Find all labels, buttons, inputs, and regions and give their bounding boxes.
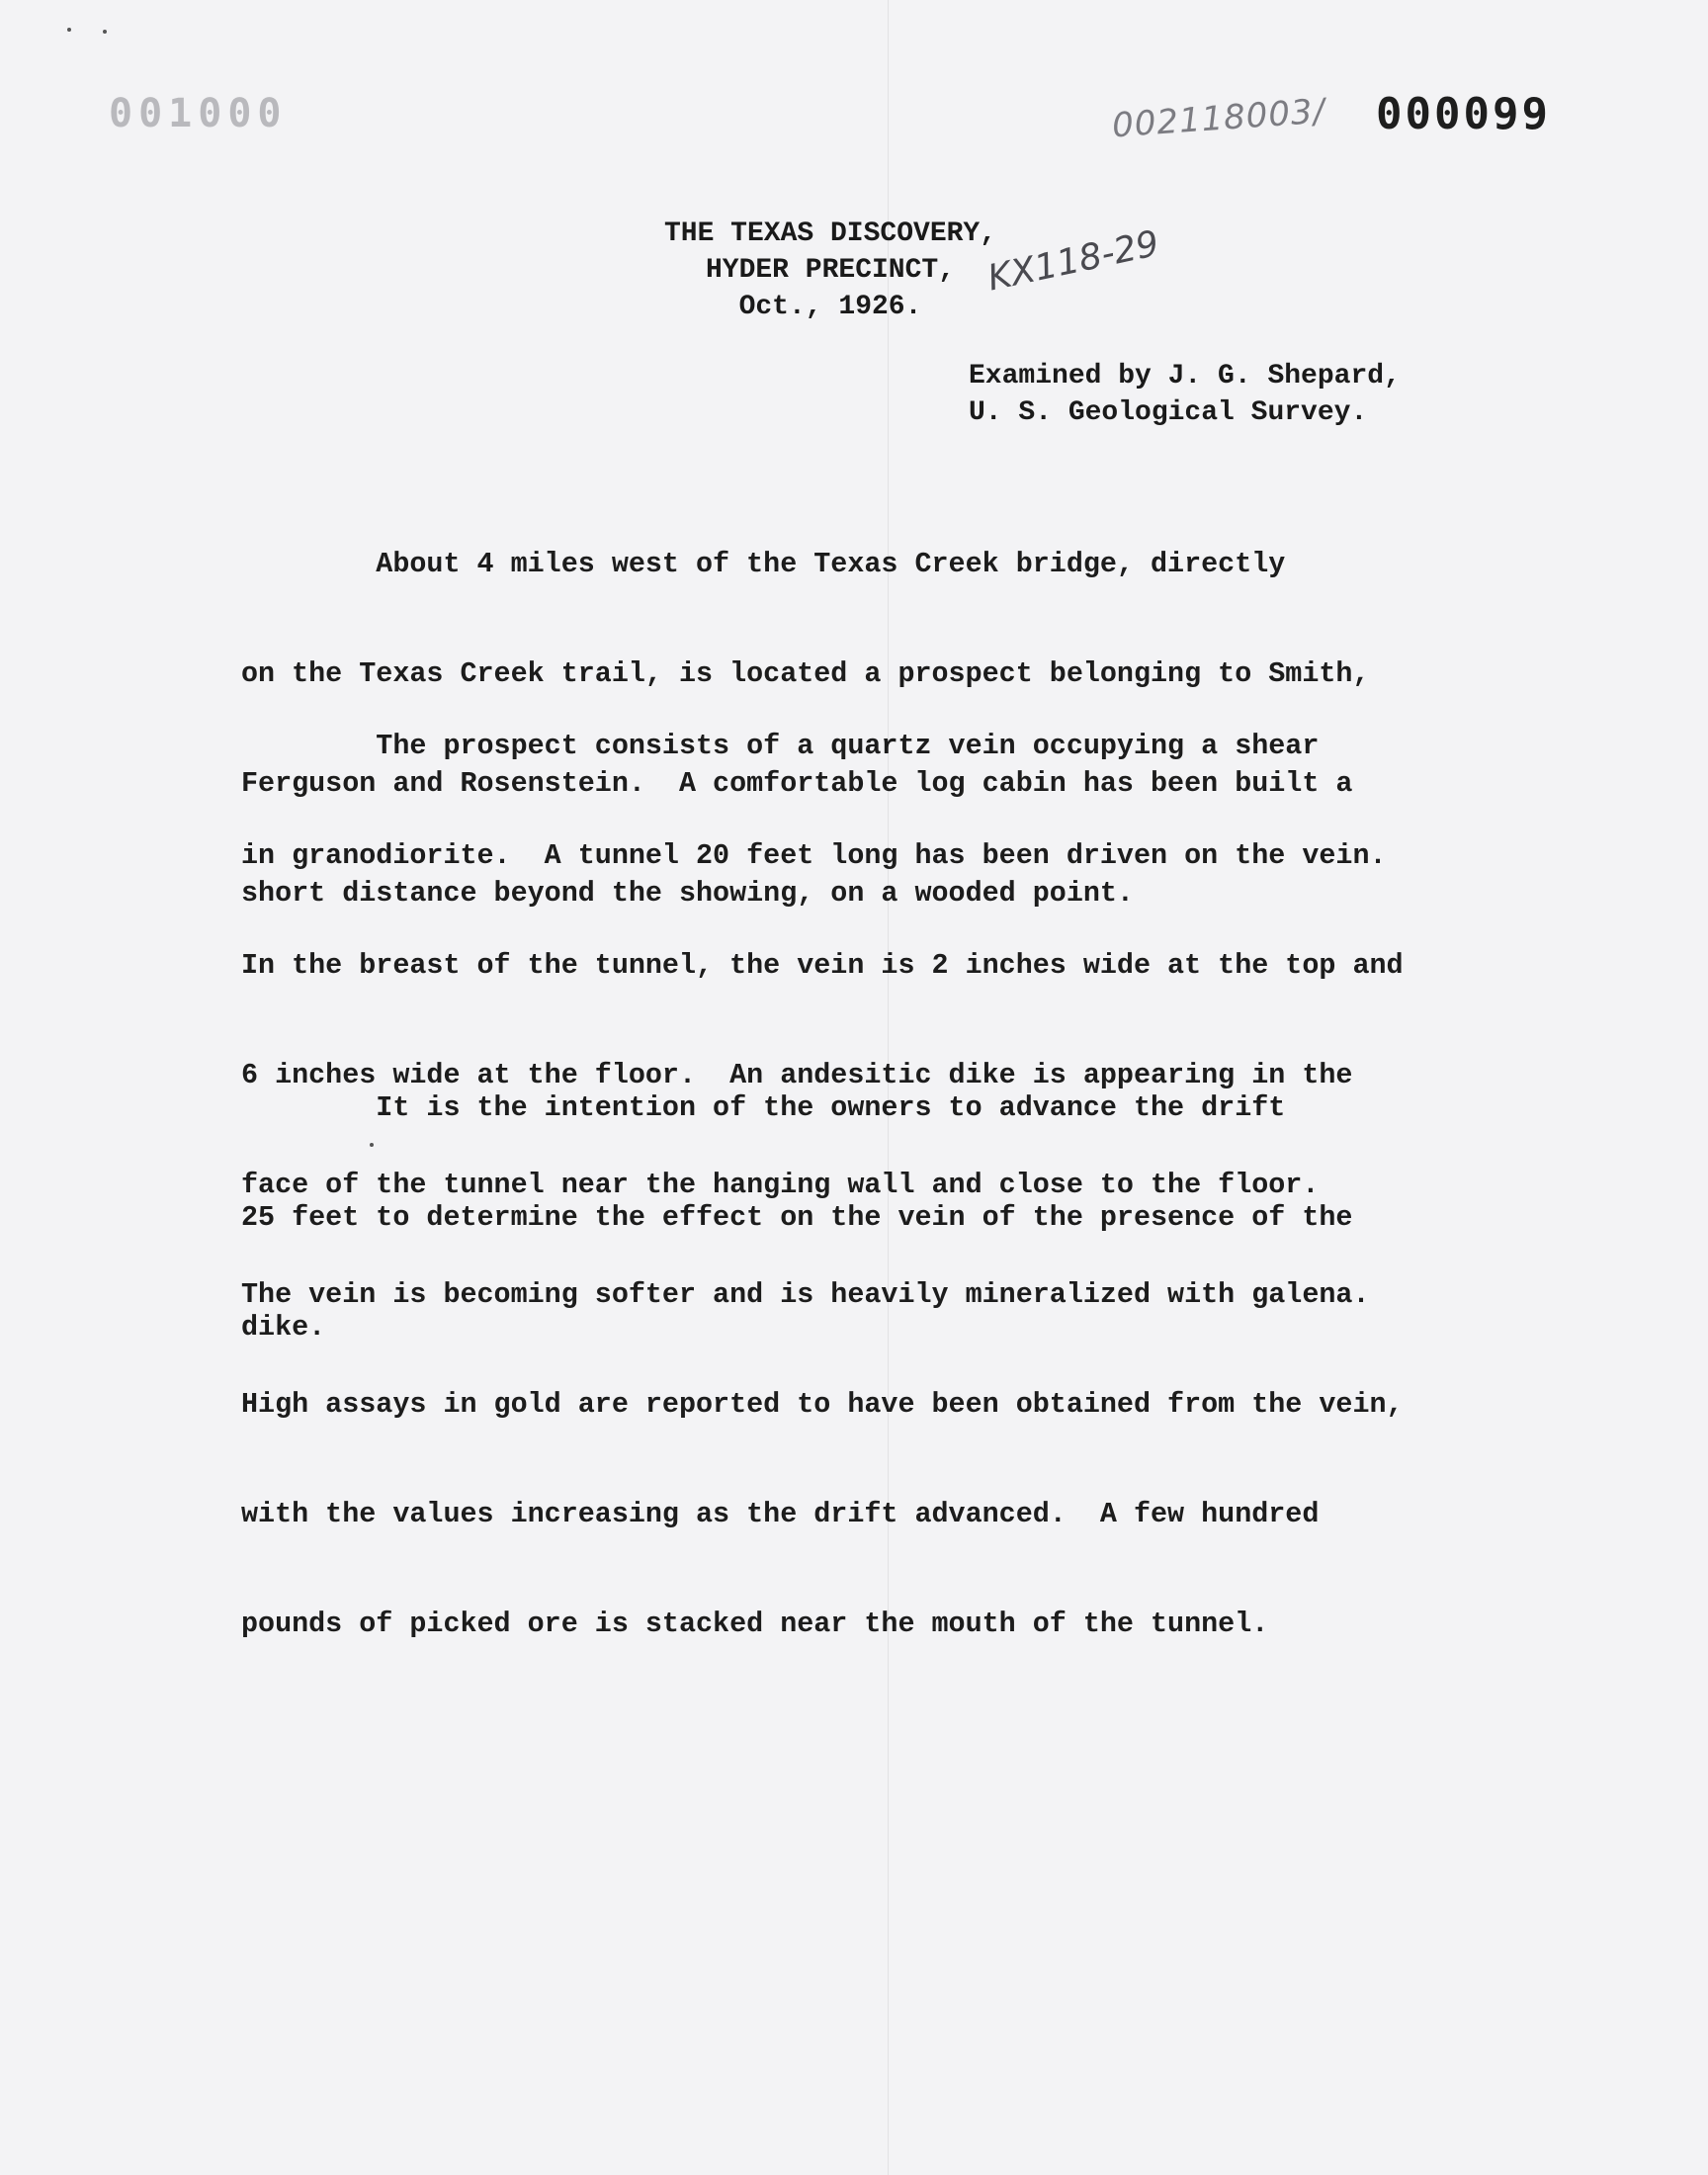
text-line: short distance beyond the showing, on a wooded point. xyxy=(241,877,1134,910)
text-line: with the values increasing as the drift advanced. A few hundred xyxy=(241,1498,1320,1530)
page-number-stamp: 000099 xyxy=(1376,89,1551,139)
text-line: About 4 miles west of the Texas Creek bridge, directly xyxy=(241,548,1286,580)
examiner-affiliation: U. S. Geological Survey. xyxy=(969,397,1368,428)
text-line: on the Texas Creek trail, is located a prospect belonging to Smith, xyxy=(241,657,1370,690)
examiner-block xyxy=(969,358,1401,431)
faded-page-number-stamp: 001000 xyxy=(109,91,288,136)
examiner-name: Examined by J. G. Shepard, xyxy=(969,361,1401,392)
text-line: It is the intention of the owners to advance the drift xyxy=(241,1091,1286,1124)
speck xyxy=(67,28,71,32)
handwritten-document-id: 002118003/ xyxy=(1110,91,1327,146)
text-line: 25 feet to determine the effect on the vein of the presence of the xyxy=(241,1201,1353,1234)
heading-date: Oct., 1926. xyxy=(738,292,922,322)
text-line: The vein is becoming softer and is heavily mineralized with galena. xyxy=(241,1278,1370,1311)
text-line: Ferguson and Rosenstein. A comfortable log cabin has been built a xyxy=(241,767,1353,800)
speck xyxy=(103,30,107,34)
text-line: face of the tunnel near the hanging wall and close to the floor. xyxy=(241,1169,1320,1201)
document-heading xyxy=(554,216,1107,325)
text-line: dike. xyxy=(241,1311,326,1344)
handwritten-reference: KX118-29 xyxy=(983,222,1163,300)
heading-title: THE TEXAS DISCOVERY, xyxy=(663,218,997,249)
text-line: High assays in gold are reported to have been obtained from the vein, xyxy=(241,1388,1404,1421)
heading-precinct: HYDER PRECINCT, xyxy=(705,255,956,286)
text-line: in granodiorite. A tunnel 20 feet long has been driven on the vein. xyxy=(241,839,1387,872)
paragraph-owners-intention xyxy=(241,1016,1506,1419)
text-line: pounds of picked ore is stacked near the mouth of the tunnel. xyxy=(241,1608,1269,1640)
text-line: 6 inches wide at the floor. An andesitic dike is appearing in the xyxy=(241,1059,1353,1091)
text-line: The prospect consists of a quartz vein occupying a shear xyxy=(241,730,1320,762)
text-line: In the breast of the tunnel, the vein is 2 inches wide at the top and xyxy=(241,949,1404,982)
